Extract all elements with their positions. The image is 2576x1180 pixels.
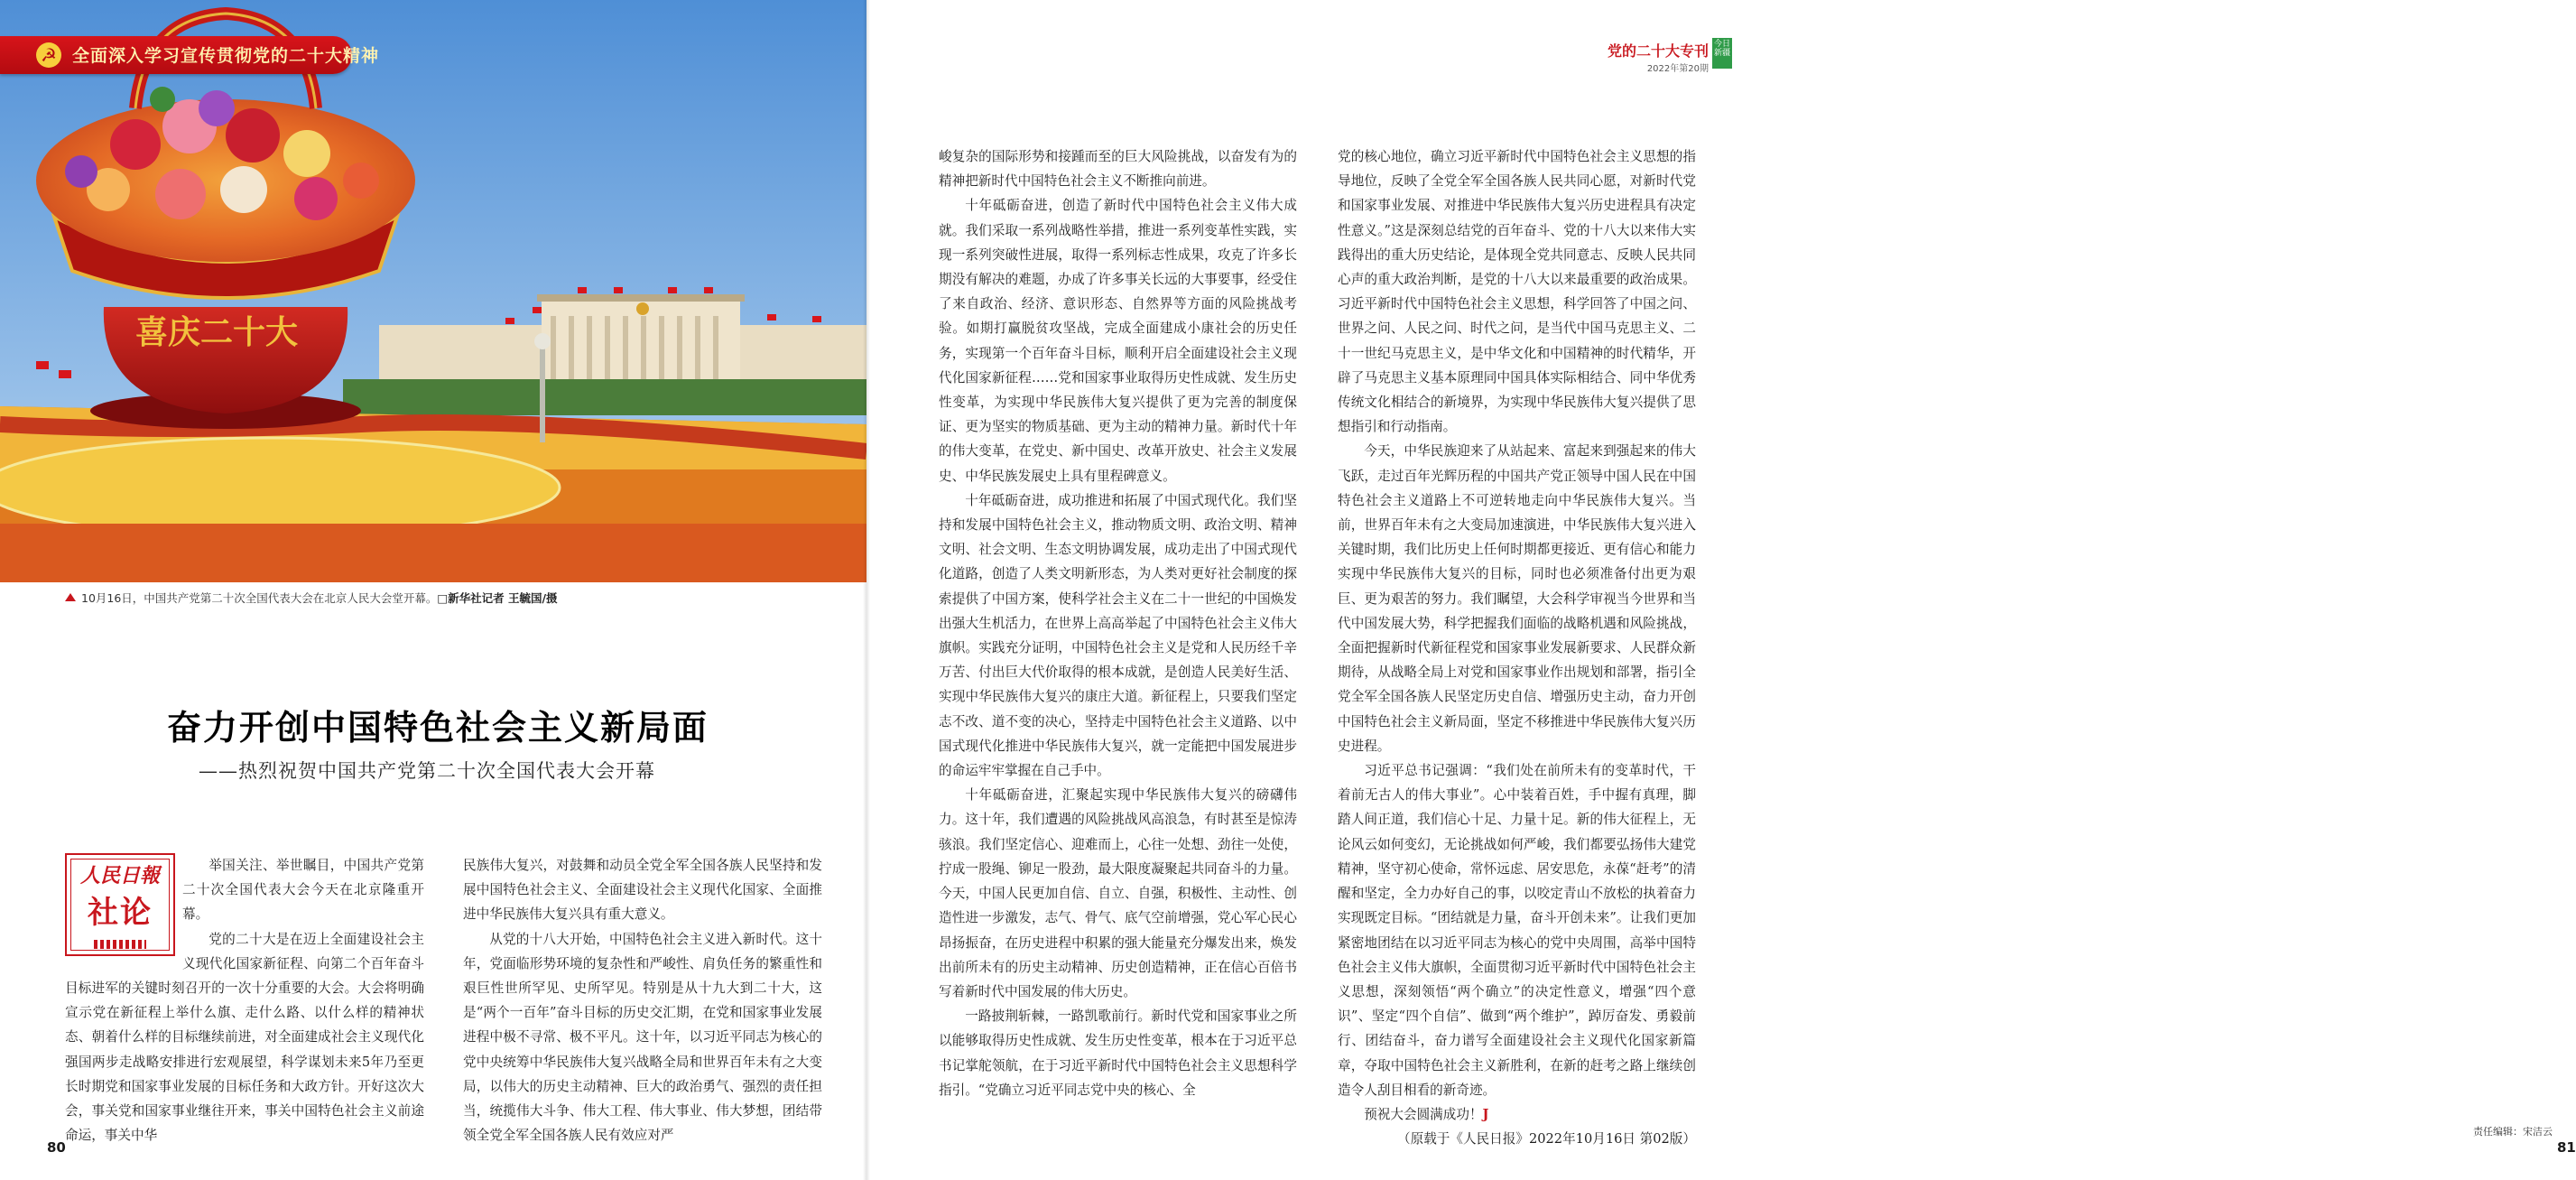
caption-credit: □新华社记者 王毓国/摄 [437, 591, 558, 605]
right-column-2 [1338, 144, 1696, 1151]
paragraph: 十年砥砺奋进，创造了新时代中国特色社会主义伟大成就。我们采取一系列战略性举措，推进一系列变革性实践，实现一系列突破性进展，取得一系列标志性成果，攻克了许多长期没有解决的难题，办成了许多事关长远的大事要事，经受住了来自政治、经济、意识形态、自然界等方面的风险挑战考验。如期打赢脱贫攻坚战，完成全面建成小康社会的历史任务，实现第一个百年奋斗目标，顺利开启全面建设社会主义现代化国家新征程……党和国家事业取得历史性成就、发生历史性变革，为实现中华民族伟大复兴提供了更为完善的制度保证、更为坚实的物质基础、更为主动的精神力量。新时代十年的伟大变革，在党史、新中国史、改革开放史、社会主义发展史、中华民族发展史上具有里程碑意义。 [939, 198, 1297, 484]
flower-basket-photo [0, 0, 866, 582]
running-header [1598, 40, 1709, 74]
source-note: （原载于《人民日报》2022年10月16日 第02版） [1397, 1131, 1696, 1147]
paragraph: 民族伟大复兴，对鼓舞和动员全党全军全国各族人民坚持和发展中国特色社会主义、全面建设社会主义现代化国家、全面推进中华民族伟大复兴具有重大意义。 [463, 858, 822, 923]
paragraph: 峻复杂的国际形势和接踵而至的巨大风险挑战，以奋发有为的精神把新时代中国特色社会主义不断推向前进。 [939, 149, 1297, 190]
page-number-left: 80 [47, 1139, 66, 1156]
triangle-icon [65, 593, 76, 601]
header-issue: 2022年第20期 [1646, 64, 1709, 74]
banner-text: 全面深入学习宣传贯彻党的二十大精神 [72, 46, 380, 66]
paragraph: 一路披荆斩棘，一路凯歌前行。新时代党和国家事业之所以能够取得历史性成就、发生历史性变革，根本在于习近平总书记掌舵领航，在于习近平新时代中国特色社会主义思想科学指引。“党确立习近平同志党中央的核心、全 [939, 1008, 1297, 1098]
hammer-sickle-icon: ☭ [36, 42, 61, 68]
paragraph: 十年砥砺奋进，汇聚起实现中华民族伟大复兴的磅礴伟力。这十年，我们遭遇的风险挑战风高浪急，有时甚至是惊涛骇浪。我们坚定信心、迎难而上，心往一处想、劲往一处使，拧成一股绳、铆足一股劲，最大限度凝聚起共同奋斗的力量。今天，中国人民更加自信、自立、自强，积极性、主动性、创造性进一步激发，志气、骨气、底气空前增强，党心军心民心昂扬振奋，在历史进程中积累的强大能量充分爆发出来，焕发出前所未有的历史主动精神、历史创造精神，正在信心百倍书写着新时代中国发展的伟大历史。 [939, 787, 1297, 999]
paragraph: 习近平总书记强调：“我们处在前所未有的变革时代，干着前无古人的伟大事业”。心中装着百姓，手中握有真理，脚踏人间正道，我们信心十足、力量十足。新的伟大征程上，无论风云如何变幻，无论挑战如何严峻，我们都要弘扬伟大建党精神，坚守初心使命，常怀远虑、居安思危，永葆“赶考”的清醒和坚定，全力办好自己的事，以咬定青山不放松的执着奋力实现既定目标。“团结就是力量，奋斗开创未来”。让我们更加紧密地团结在以习近平同志为核心的党中央周围，高举中国特色社会主义伟大旗帜，全面贯彻习近平新时代中国特色社会主义思想，深刻领悟“两个确立”的决定性意义，增强“四个意识”、坚定“四个自信”、做到“两个维护”，踔厉奋发、勇毅前行、团结奋斗，奋力谱写全面建设社会主义现代化国家新篇章，夺取中国特色社会主义新胜利，在新的赶考之路上继续创造令人刮目相看的新奇迹。 [1338, 763, 1696, 1098]
closing-line [1338, 1102, 1696, 1127]
paragraph: 从党的十八大开始，中国特色社会主义进入新时代。这十年，党面临形势环境的复杂性和严峻性、肩负任务的繁重性和艰巨性世所罕见、史所罕见。特别是从十九大到二十大，这是“两个一百年”奋斗目标的历史交汇期，在党和国家事业发展进程中极不寻常、极不平凡。这十年，以习近平同志为核心的党中央统筹中华民族伟大复兴战略全局和世界百年未有之大变局，以伟大的历史主动精神、巨大的政治勇气、强烈的责任担当，统揽伟大斗争、伟大工程、伟大事业、伟大梦想，团结带领全党全军全国各族人民有效应对严 [463, 931, 822, 1144]
closing-text: 预祝大会圆满成功！ [1364, 1106, 1483, 1122]
page-gutter [863, 0, 870, 1180]
left-column-2 [463, 853, 822, 1147]
section-banner [0, 36, 380, 74]
editor-credit: 责任编辑：宋洁云 [2473, 1126, 2553, 1138]
paragraph: 党的核心地位，确立习近平新时代中国特色社会主义思想的指导地位，反映了全党全军全国各族人民共同心愿，对新时代党和国家事业发展、对推进中华民族伟大复兴历史进程具有决定性意义。”这是深刻总结党的百年奋斗、党的十八大以来伟大实践得出的重大历史结论，是体现全党共同意志、反映人民共同心声的重大政治判断，是党的十八大以来最重要的政治成果。习近平新时代中国特色社会主义思想，科学回答了中国之问、世界之问、人民之问、时代之问，是当代中国马克思主义、二十一世纪马克思主义，是中华文化和中国精神的时代精华，开辟了马克思主义基本原理同中国具体实际相结合、同中华优秀传统文化相结合的新境界，为实现中华民族伟大复兴提供了思想指引和行动指南。 [1338, 149, 1696, 435]
article-title: 奋力开创中国特色社会主义新局面 [167, 708, 709, 748]
paragraph: 党的二十大是在迈上全面建设社会主义现代化国家新征程、向第二个百年奋斗目标进军的关键时刻召开的一次十分重要的大会。大会将明确宣示党在新征程上举什么旗、走什么路、以什么样的精神状态、朝着什么样的目标继续前进，对全面建成社会主义现代化强国两步走战略安排进行宏观展望，科学谋划未来5年乃至更长时期党和国家事业发展的目标任务和大政方针。开好这次大会，事关党和国家事业继往开来，事关中国特色社会主义前途命运，事关中华 [65, 931, 424, 1144]
end-mark: J [1482, 1106, 1489, 1122]
magazine-logo: 今日新疆 [1712, 38, 1732, 69]
paragraph: 举国关注、举世瞩目，中国共产党第二十次全国代表大会今天在北京隆重开幕。 [182, 858, 424, 923]
paragraph: 今天，中华民族迎来了从站起来、富起来到强起来的伟大飞跃，走过百年光辉历程的中国共产党正领导中国人民在中国特色社会主义道路上不可逆转地走向中华民族伟大复兴。当前，世界百年未有之大变局加速演进，中华民族伟大复兴进入关键时期，我们比历史上任何时期都更接近、更有信心和能力实现中华民族伟大复兴的目标，同时也必须准备付出更为艰巨、更为艰苦的努力。我们瞩望，大会科学审视当今世界和当代中国发展大势，科学把握我们面临的战略机遇和风险挑战，全面把握新时代新征程党和国家事业发展新要求、人民群众新期待，从战略全局上对党和国家事业作出规划和部署，指引全党全军全国各族人民坚定历史自信、增强历史主动，奋力开创中国特色社会主义新局面，坚定不移推进中华民族伟大复兴历史进程。 [1338, 443, 1696, 754]
right-page [866, 0, 2576, 1180]
caption-text: 10月16日，中国共产党第二十次全国代表大会在北京人民大会堂开幕。 [81, 591, 438, 605]
photo-caption [65, 590, 558, 606]
stamp-masthead: 人民日報 [79, 864, 160, 887]
stamp-label: 社论 [88, 895, 153, 931]
left-column-1 [65, 853, 424, 1147]
right-column-1 [939, 144, 1297, 1102]
header-title: 党的二十大专刊 [1607, 42, 1709, 60]
basket-text: 喜庆二十大 [135, 314, 299, 351]
page-number-right: 81 [2557, 1139, 2576, 1156]
cover-photo [0, 0, 866, 582]
left-page [0, 0, 866, 1180]
article-subtitle: ——热烈祝贺中国共产党第二十次全国代表大会开幕 [199, 760, 655, 782]
stamp-spacer [65, 853, 182, 960]
paragraph: 十年砥砺奋进，成功推进和拓展了中国式现代化。我们坚持和发展中国特色社会主义，推动物质文明、政治文明、精神文明、社会文明、生态文明协调发展，成功走出了中国式现代化道路，创造了人类文明新形态，为人类对更好社会制度的探索提供了中国方案，使科学社会主义在二十一世纪的中国焕发出强大生机活力，在世界上高高举起了中国特色社会主义伟大旗帜。实践充分证明，中国特色社会主义是党和人民历经千辛万苦、付出巨大代价取得的根本成就，是创造人民美好生活、实现中华民族伟大复兴的康庄大道。新征程上，只要我们坚定志不改、道不变的决心，坚持走中国特色社会主义道路、以中国式现代化推进中华民族伟大复兴，就一定能把中国发展进步的命运牢牢掌握在自己手中。 [939, 492, 1297, 779]
